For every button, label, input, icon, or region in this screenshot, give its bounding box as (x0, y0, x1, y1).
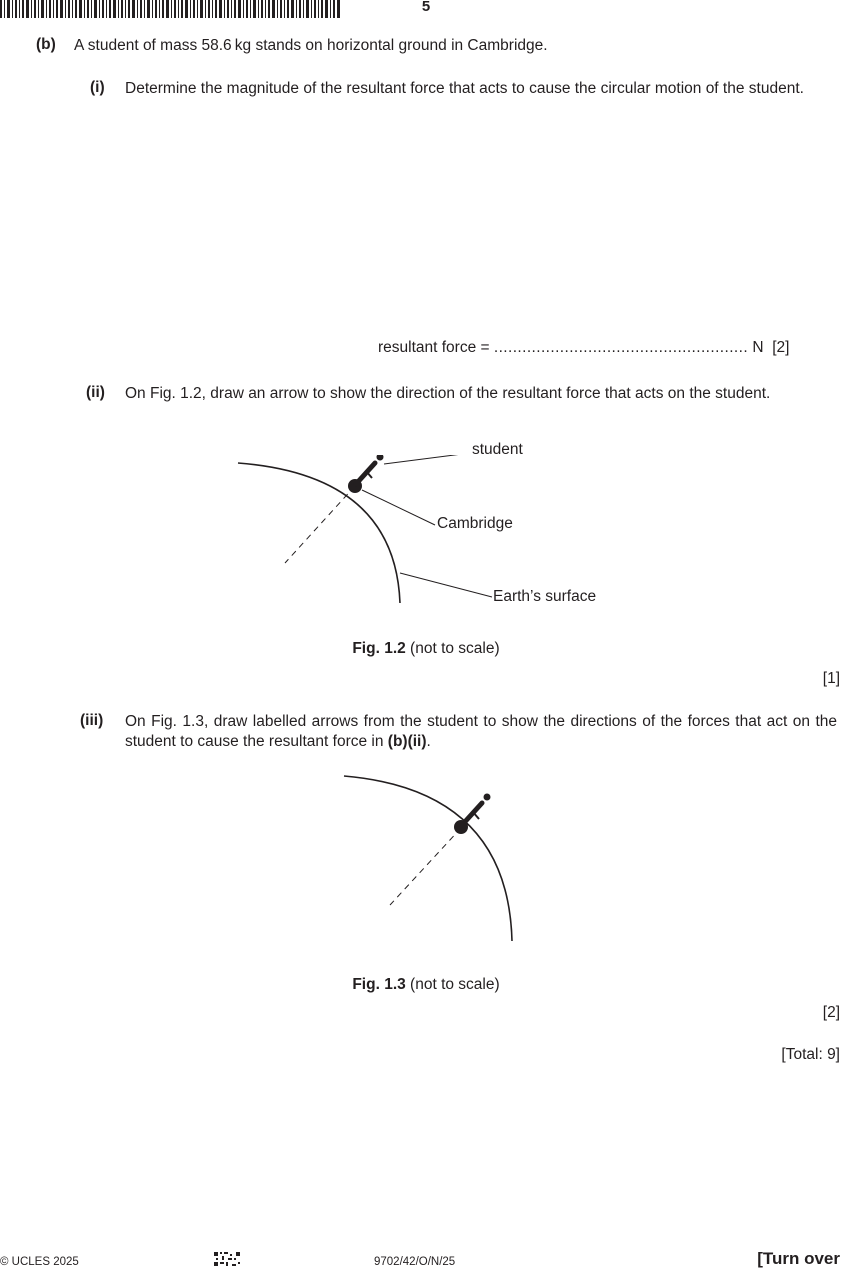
part-b-label: (b) (36, 36, 56, 53)
answer-prefix: resultant force = (378, 339, 490, 356)
part-ii-marks: [1] (822, 670, 840, 687)
label-student: student (472, 441, 523, 458)
radius-dashed-line (285, 486, 355, 563)
part-ii-label: (ii) (86, 384, 105, 401)
part-i-marks: [2] (772, 339, 790, 356)
page-number: 5 (421, 0, 431, 15)
footer-copyright: © UCLES 2025 (0, 1256, 79, 1268)
part-iii-text (125, 712, 837, 752)
earth-surface-arc (238, 463, 400, 603)
total-marks: [Total: 9] (781, 1046, 840, 1063)
figure-1-3-caption-note: (not to scale) (405, 976, 500, 993)
part-iii-text-main: On Fig. 1.3, draw labelled arrows from the student to show the directions of the forces that act on the student to cause the resultant force in (125, 713, 837, 750)
qr-code (214, 1252, 242, 1266)
figure-1-2-caption-note: (not to scale) (405, 640, 500, 657)
footer-paper-code: 9702/42/O/N/25 (374, 1256, 456, 1268)
part-iii-marks: [2] (822, 1004, 840, 1021)
figure-1-2-caption (0, 640, 852, 658)
surface-leader-line (400, 573, 492, 597)
part-ii-text: On Fig. 1.2, draw an arrow to show the direction of the resultant force that acts on the student. (125, 385, 771, 402)
figure-1-3-caption-number: Fig. 1.3 (352, 976, 406, 993)
part-iii-text-end: . (426, 733, 431, 750)
figure-1-3-caption (0, 976, 852, 994)
student-figure (356, 455, 384, 484)
part-iii-label: (iii) (80, 712, 104, 729)
part-i-text: Determine the magnitude of the resultant force that acts to cause the circular motion of the student. (125, 80, 804, 97)
answer-dots: ...................................................... (493, 339, 749, 356)
label-earths-surface: Earth’s surface (493, 588, 597, 605)
figure-1-3 (340, 768, 540, 948)
part-b-text: A student of mass 58.6 kg stands on horizontal ground in Cambridge. (74, 37, 548, 54)
label-cambridge: Cambridge (437, 515, 513, 532)
answer-unit: N (752, 339, 764, 356)
turn-over: [Turn over (757, 1249, 840, 1268)
figure-1-2-caption-number: Fig. 1.2 (352, 640, 406, 657)
answer-line (378, 339, 789, 357)
student-figure (462, 794, 491, 826)
radius-dashed-line (390, 828, 461, 905)
part-i-label: (i) (90, 79, 105, 96)
student-leader-line (384, 455, 470, 464)
earth-surface-arc (344, 776, 512, 941)
part-iii-reference: (b)(ii) (387, 733, 427, 750)
